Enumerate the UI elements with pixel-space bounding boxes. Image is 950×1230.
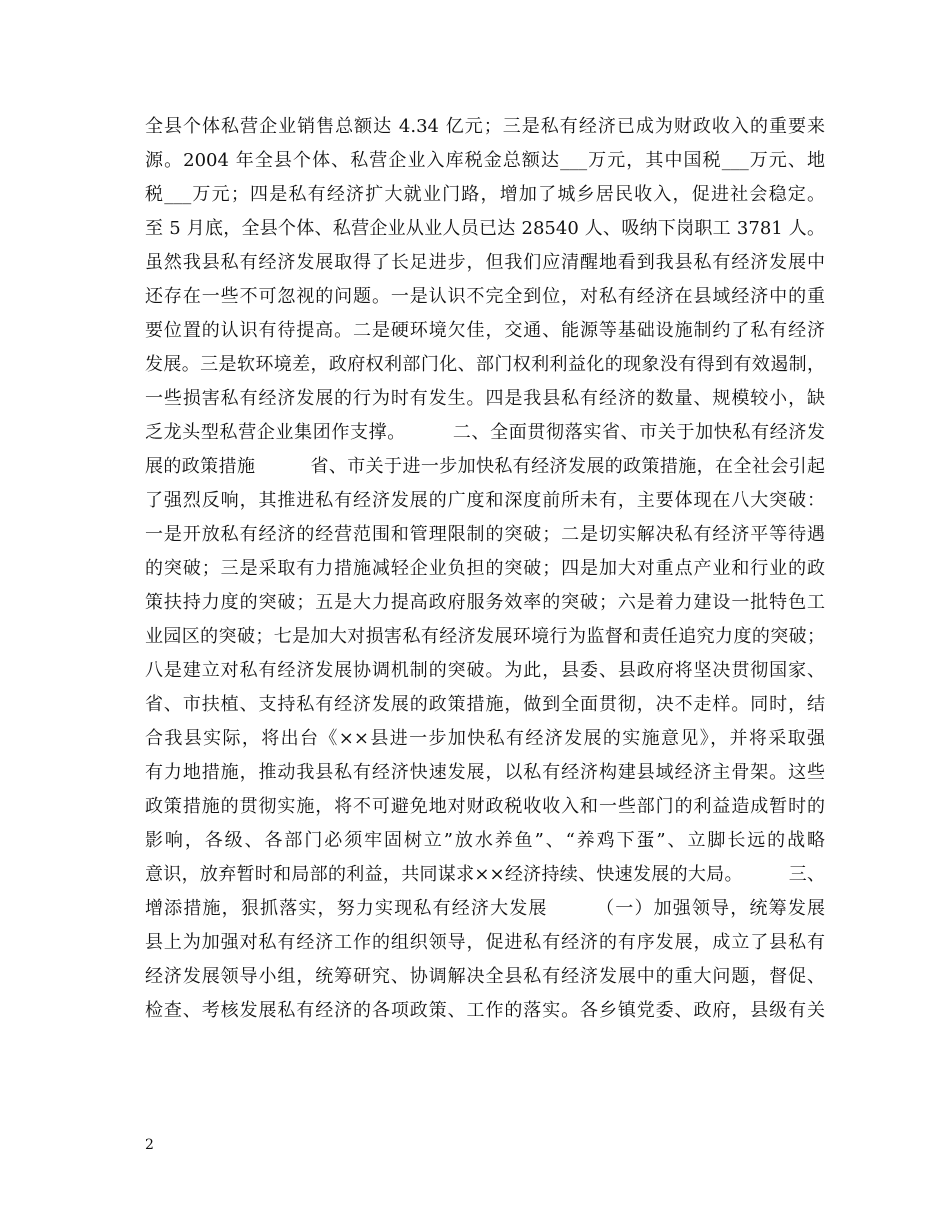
text-line: 虽然我县私有经济发展取得了长足进步，但我们应清醒地看到我县私有经济发展中 bbox=[145, 252, 825, 273]
text-line: 省、市扶植、支持私有经济发展的政策措施，做到全面贯彻，决不走样。同时，结 bbox=[145, 694, 825, 715]
text-line: 意识，放弃暂时和局部的利益，共同谋求××经济持续、快速发展的大局。 三、 bbox=[145, 864, 825, 885]
text-line: 合我县实际，将出台《××县进一步加快私有经济发展的实施意见》，并将采取强 bbox=[145, 728, 825, 749]
body-text bbox=[145, 110, 825, 1028]
text-line: 源。2004 年全县个体、私营企业入库税金总额达___万元，其中国税___万元、地 bbox=[145, 150, 825, 171]
text-line: 要位置的认识有待提高。二是硬环境欠佳，交通、能源等基础设施制约了私有经济 bbox=[145, 320, 825, 341]
text-line: 八是建立对私有经济发展协调机制的突破。为此，县委、县政府将坚决贯彻国家、 bbox=[145, 660, 825, 681]
text-line: 展的政策措施 省、市关于进一步加快私有经济发展的政策措施，在全社会引起 bbox=[145, 456, 825, 477]
text-line: 策扶持力度的突破；五是大力提高政府服务效率的突破；六是着力建设一批特色工 bbox=[145, 592, 825, 613]
text-line: 业园区的突破；七是加大对损害私有经济发展环境行为监督和责任追究力度的突破； bbox=[145, 626, 825, 647]
text-line: 县上为加强对私有经济工作的组织领导，促进私有经济的有序发展，成立了县私有 bbox=[145, 932, 825, 953]
text-line: 了强烈反响，其推进私有经济发展的广度和深度前所未有，主要体现在八大突破： bbox=[145, 490, 825, 511]
text-line: 增添措施，狠抓落实，努力实现私有经济大发展 （一）加强领导，统筹发展 bbox=[145, 898, 825, 919]
text-line: 有力地措施，推动我县私有经济快速发展，以私有经济构建县域经济主骨架。这些 bbox=[145, 762, 825, 783]
text-line: 检查、考核发展私有经济的各项政策、工作的落实。各乡镇党委、政府，县级有关 bbox=[145, 1000, 825, 1021]
text-line: 乏龙头型私营企业集团作支撑。 二、全面贯彻落实省、市关于加快私有经济发 bbox=[145, 422, 825, 443]
text-line: 政策措施的贯彻实施，将不可避免地对财政税收收入和一些部门的利益造成暂时的 bbox=[145, 796, 825, 817]
text-line: 还存在一些不可忽视的问题。一是认识不完全到位，对私有经济在县域经济中的重 bbox=[145, 286, 825, 307]
text-line: 一是开放私有经济的经营范围和管理限制的突破；二是切实解决私有经济平等待遇 bbox=[145, 524, 825, 545]
text-line: 一些损害私有经济发展的行为时有发生。四是我县私有经济的数量、规模较小，缺 bbox=[145, 388, 825, 409]
page-number: 2 bbox=[145, 1137, 154, 1153]
text-line: 发展。三是软环境差，政府权利部门化、部门权利利益化的现象没有得到有效遏制， bbox=[145, 354, 825, 375]
text-line: 税___万元；四是私有经济扩大就业门路，增加了城乡居民收入，促进社会稳定。 bbox=[145, 184, 825, 205]
text-line: 经济发展领导小组，统筹研究、协调解决全县私有经济发展中的重大问题，督促、 bbox=[145, 966, 825, 987]
text-line: 至 5 月底，全县个体、私营企业从业人员已达 28540 人、吸纳下岗职工 3781 人。 bbox=[145, 218, 825, 239]
text-line: 影响，各级、各部门必须牢固树立”放水养鱼”、“养鸡下蛋”、立脚长远的战略 bbox=[145, 830, 825, 851]
text-line: 全县个体私营企业销售总额达 4.34 亿元；三是私有经济已成为财政收入的重要来 bbox=[145, 116, 825, 137]
text-line: 的突破；三是采取有力措施减轻企业负担的突破；四是加大对重点产业和行业的政 bbox=[145, 558, 825, 579]
